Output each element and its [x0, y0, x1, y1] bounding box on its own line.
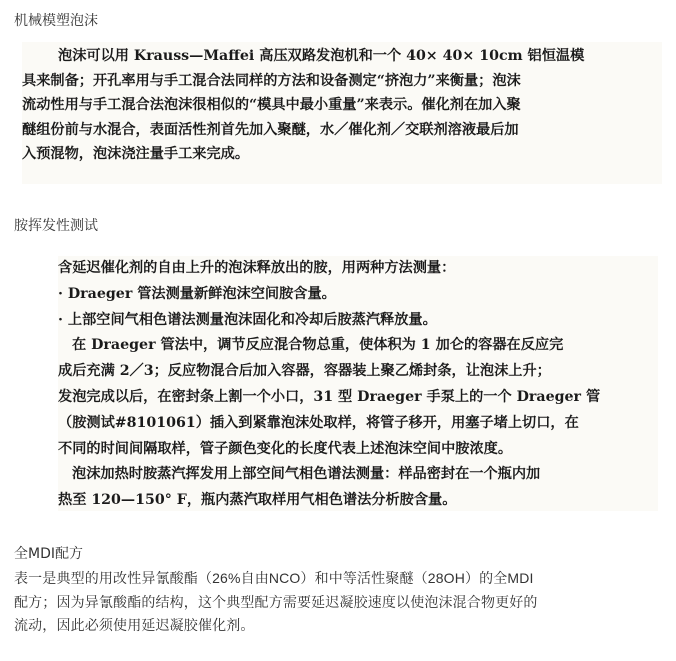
paragraph-line: 发泡完成以后，在密封条上割一个小口，31 型 Draeger 手泵上的一个 Draeger 管 [58, 388, 601, 405]
scanned-text-block-molded-foam [22, 42, 662, 184]
paragraph-line: 含延迟催化剂的自由上升的泡沫释放出的胺，用两种方法测量： [58, 260, 456, 276]
paragraph-line: 泡沫可以用 Krauss—Maffei 高压双路发泡机和一个 40× 40× 10cm 铝恒温模 [58, 48, 585, 64]
section-heading-all-mdi-formula: 全MDI配方 [14, 546, 83, 562]
paragraph-line: 具来制备；开孔率用与手工混合法同样的方法和设备测定“挤泡力”来衡量；泡沫 [22, 72, 521, 89]
paragraph-line: 醚组份前与水混合，表面活性剂首先加入聚醚，水／催化剂／交联剂溶液最后加 [22, 121, 519, 138]
scanned-text-block-amine-test [58, 256, 658, 511]
section-heading-amine-volatility-test: 胺挥发性测试 [14, 218, 98, 234]
paragraph-line: 在 Draeger 管法中，调节反应混合物总重，使体积为 1 加仑的容器在反应完 [72, 337, 564, 354]
bullet-item: · Draeger 管法测量新鲜泡沫空间胺含量。 [58, 285, 336, 302]
paragraph-line: 热至 120—150° F，瓶内蒸汽取样用气相色谱法分析胺含量。 [58, 492, 457, 509]
paragraph-line: 泡沫加热时胺蒸汽挥发用上部空间气相色谱法测量：样品密封在一个瓶内加 [72, 466, 541, 483]
paragraph-line: 入预混物，泡沫浇注量手工来完成。 [22, 146, 250, 162]
section-heading-mechanical-molded-foam: 机械模塑泡沫 [14, 13, 98, 29]
bullet-item: · 上部空间气相色谱法测量泡沫固化和冷却后胺蒸汽释放量。 [58, 311, 437, 328]
paragraph-line: 流动，因此必须使用延迟凝胶催化剂。 [14, 617, 255, 633]
paragraph-line: 成后充满 2／3；反应物混合后加入容器，容器装上聚乙烯封条，让泡沫上升； [58, 363, 551, 380]
paragraph-line: 流动性用与手工混合法泡沫很相似的“模具中最小重量”来表示。催化剂在加入聚 [22, 97, 521, 113]
paragraph-line: 不同的时间间隔取样，管子颜色变化的长度代表上述泡沫空间中胺浓度。 [58, 440, 513, 457]
paragraph-line: 表一是典型的用改性异氰酸酯（26%自由NCO）和中等活性聚醚（28OH）的全MDI [14, 570, 534, 586]
paragraph-line: （胺测试#8101061）插入到紧靠泡沫处取样，将管子移开，用塞子堵上切口，在 [58, 414, 579, 431]
paragraph-line: 配方；因为异氰酸酯的结构，这个典型配方需要延迟凝胶速度以使泡沫混合物更好的 [14, 593, 538, 610]
body-text-all-mdi [14, 567, 666, 638]
